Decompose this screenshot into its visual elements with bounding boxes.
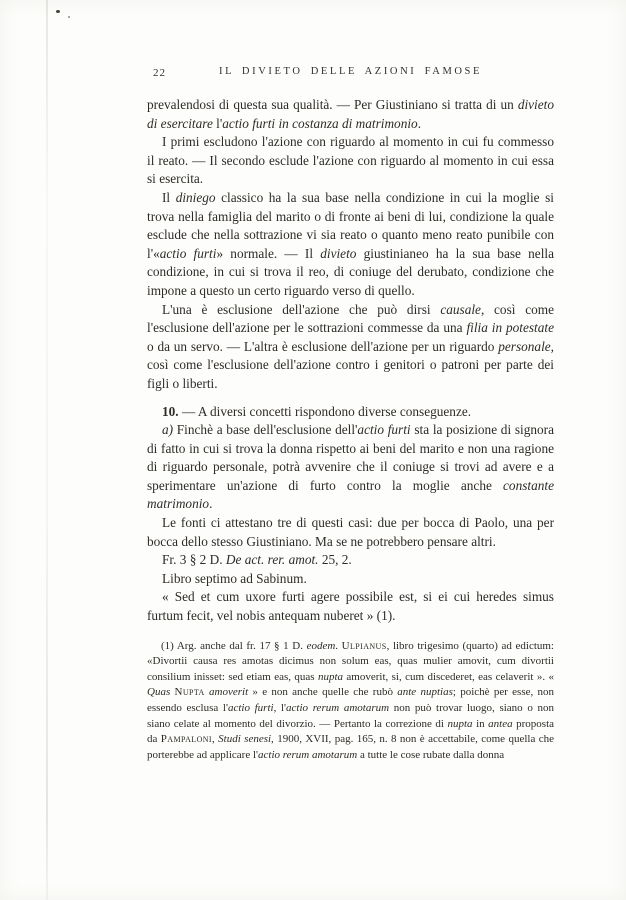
page-content bbox=[147, 66, 554, 763]
text-segment: actio furti bbox=[227, 702, 274, 714]
text-segment: ; poichè per esse, non essendo esclusa l' bbox=[147, 686, 555, 714]
text-segment: actio rerum amotarum bbox=[286, 702, 390, 714]
text-segment: De act. rer. amot. bbox=[225, 552, 319, 568]
text-segment: actio rerum amotarum bbox=[258, 748, 358, 761]
text-segment: personale bbox=[498, 338, 551, 354]
text-segment: eodem bbox=[306, 639, 336, 652]
body-paragraph bbox=[147, 514, 554, 551]
text-segment: diniego bbox=[175, 189, 216, 205]
body-paragraph bbox=[147, 588, 554, 625]
text-segment: Ulpianus bbox=[341, 639, 387, 652]
text-segment: divieto bbox=[320, 245, 357, 261]
text-segment: 25, 2. bbox=[318, 552, 352, 568]
body-paragraph bbox=[147, 421, 554, 514]
text-segment: , così come l'esclusione dell'azione contro i genitori o patroni per parte dei figli o liberti. bbox=[147, 338, 554, 391]
text-segment: a) bbox=[162, 422, 174, 438]
text-segment: » normale. — Il bbox=[216, 245, 321, 261]
text-segment: . bbox=[209, 496, 213, 512]
text-segment: I primi escludono l'azione con riguardo al momento in cui fu commesso il reato. — Il secondo esclude l'azione con riguardo al momento in cui essa si esercita. bbox=[147, 134, 554, 187]
text-segment: a tutte le cose rubate dalla donna bbox=[357, 748, 505, 761]
text-segment: Libro septimo ad Sabinum. bbox=[162, 570, 307, 586]
text-segment: causale bbox=[440, 301, 481, 317]
body-paragraph bbox=[147, 189, 554, 301]
text-segment: Quas bbox=[147, 686, 171, 699]
text-segment: non può trovar luogo, siano o non siano celate al momento del divorzio. — Pertanto la correzione di bbox=[147, 702, 554, 730]
text-segment: proposta da bbox=[147, 717, 555, 746]
text-segment: . bbox=[335, 639, 342, 652]
body-paragraph bbox=[147, 403, 554, 422]
text-segment: « Sed et cum uxore furti agere possibile est, si ei cui heredes simus furtum fecit, vel nobis antequam nuberet » (1). bbox=[147, 589, 554, 624]
text-segment: filia in potestate bbox=[466, 320, 554, 336]
text-segment: ante nuptias bbox=[397, 686, 453, 699]
page-header bbox=[147, 66, 554, 82]
body-paragraph bbox=[147, 96, 554, 133]
text-segment: » e non anche quelle che rubò bbox=[248, 686, 398, 699]
body-paragraph bbox=[147, 301, 554, 394]
text-segment: divieto di esercitare bbox=[147, 97, 554, 131]
body-paragraph bbox=[147, 570, 554, 589]
text-segment: actio furti bbox=[222, 115, 276, 131]
scan-speck bbox=[56, 10, 60, 13]
text-segment: , 1900, XVII, pag. 165, n. 8 non è accettabile, come quella che porterebbe ad applicare l' bbox=[147, 733, 554, 761]
text-segment: Fr. 3 § 2 D. bbox=[162, 552, 226, 568]
text-segment: Studi senesi bbox=[218, 733, 272, 746]
text-segment: Finchè a base dell'esclusione dell' bbox=[173, 422, 358, 438]
footnote bbox=[147, 639, 554, 764]
text-segment: classico ha la sua base nella condizione in cui la moglie si trova nella famiglia del marito o di fronte ai beni di lui, condizione la quale esclude che nella sottrazione vi sia reato o quanto meno reato punibile con l'« bbox=[147, 189, 555, 261]
text-segment: amoverit bbox=[209, 686, 249, 699]
body-paragraph bbox=[147, 551, 554, 570]
text-segment: antea bbox=[488, 717, 513, 730]
footnote-paragraph bbox=[147, 639, 554, 764]
text-segment: actio furti bbox=[159, 245, 217, 261]
text-segment: l' bbox=[212, 115, 223, 131]
text-segment: amoverit, si, cum discederet, eas celaverit ». « bbox=[343, 670, 554, 683]
text-segment: sta la posizione di signora di fatto in cui si trova la donna rispetto ai beni del marito e non una ragione di riguardo personale, potrà avvenire che il coniuge si trovi ad avere e a sperimentare un'azione di furto contro la moglie anche bbox=[147, 422, 555, 493]
running-title: IL DIVIETO DELLE AZIONI FAMOSE bbox=[218, 66, 483, 77]
scan-crease-line bbox=[46, 0, 48, 900]
text-segment: . bbox=[417, 115, 422, 131]
text-segment: in bbox=[472, 717, 489, 730]
text-segment: o da un servo. — L'altra è esclusione dell'azione per un riguardo bbox=[147, 338, 499, 354]
text-segment: , libro trigesimo (quarto) ad edictum: «Divortii causa res amotas dicimus non solum eas, quas mulier amovit, cum divortii consilium inisset: sed etiam eas, quas bbox=[147, 639, 554, 683]
text-segment: L'una è esclusione dell'azione che può dirsi bbox=[162, 301, 441, 317]
text-segment: nupta bbox=[447, 717, 473, 730]
text-segment: constante matrimonio bbox=[147, 477, 554, 512]
body-text bbox=[147, 96, 554, 626]
text-segment: Pampaloni bbox=[160, 733, 212, 746]
text-segment: Il bbox=[162, 189, 176, 205]
scan-speck bbox=[68, 16, 70, 18]
text-segment: nupta bbox=[317, 670, 344, 683]
text-segment: prevalendosi di questa sua qualità. — Per Giustiniano si tratta di un bbox=[147, 97, 518, 112]
page-number: 22 bbox=[153, 67, 166, 79]
text-segment: (1) Arg. anche dal fr. 17 § 1 D. bbox=[161, 639, 307, 652]
text-segment: — A diversi concetti rispondono diverse conseguenze. bbox=[178, 403, 472, 419]
body-paragraph bbox=[147, 133, 554, 189]
text-segment: , l' bbox=[273, 702, 287, 714]
text-segment: in costanza di matrimonio bbox=[278, 115, 418, 131]
text-segment: Nupta bbox=[174, 686, 205, 699]
text-segment: Le fonti ci attestano tre di questi casi: due per bocca di Paolo, una per bocca dello stesso Giustiniano. Ma se ne potrebbero pensare altri. bbox=[147, 515, 554, 549]
text-segment: , bbox=[212, 733, 219, 746]
text-segment: giustinianeo ha la sua base nella condizione, in cui si trova il reo, di coniuge del derubato, condizione che impone a questo un certo riguardo verso di quello. bbox=[147, 245, 554, 298]
text-segment: , così come l'esclusione dell'azione per le sottrazioni commesse da una bbox=[147, 301, 554, 336]
text-segment: 10. bbox=[162, 403, 179, 419]
text-segment: actio furti bbox=[357, 422, 411, 438]
